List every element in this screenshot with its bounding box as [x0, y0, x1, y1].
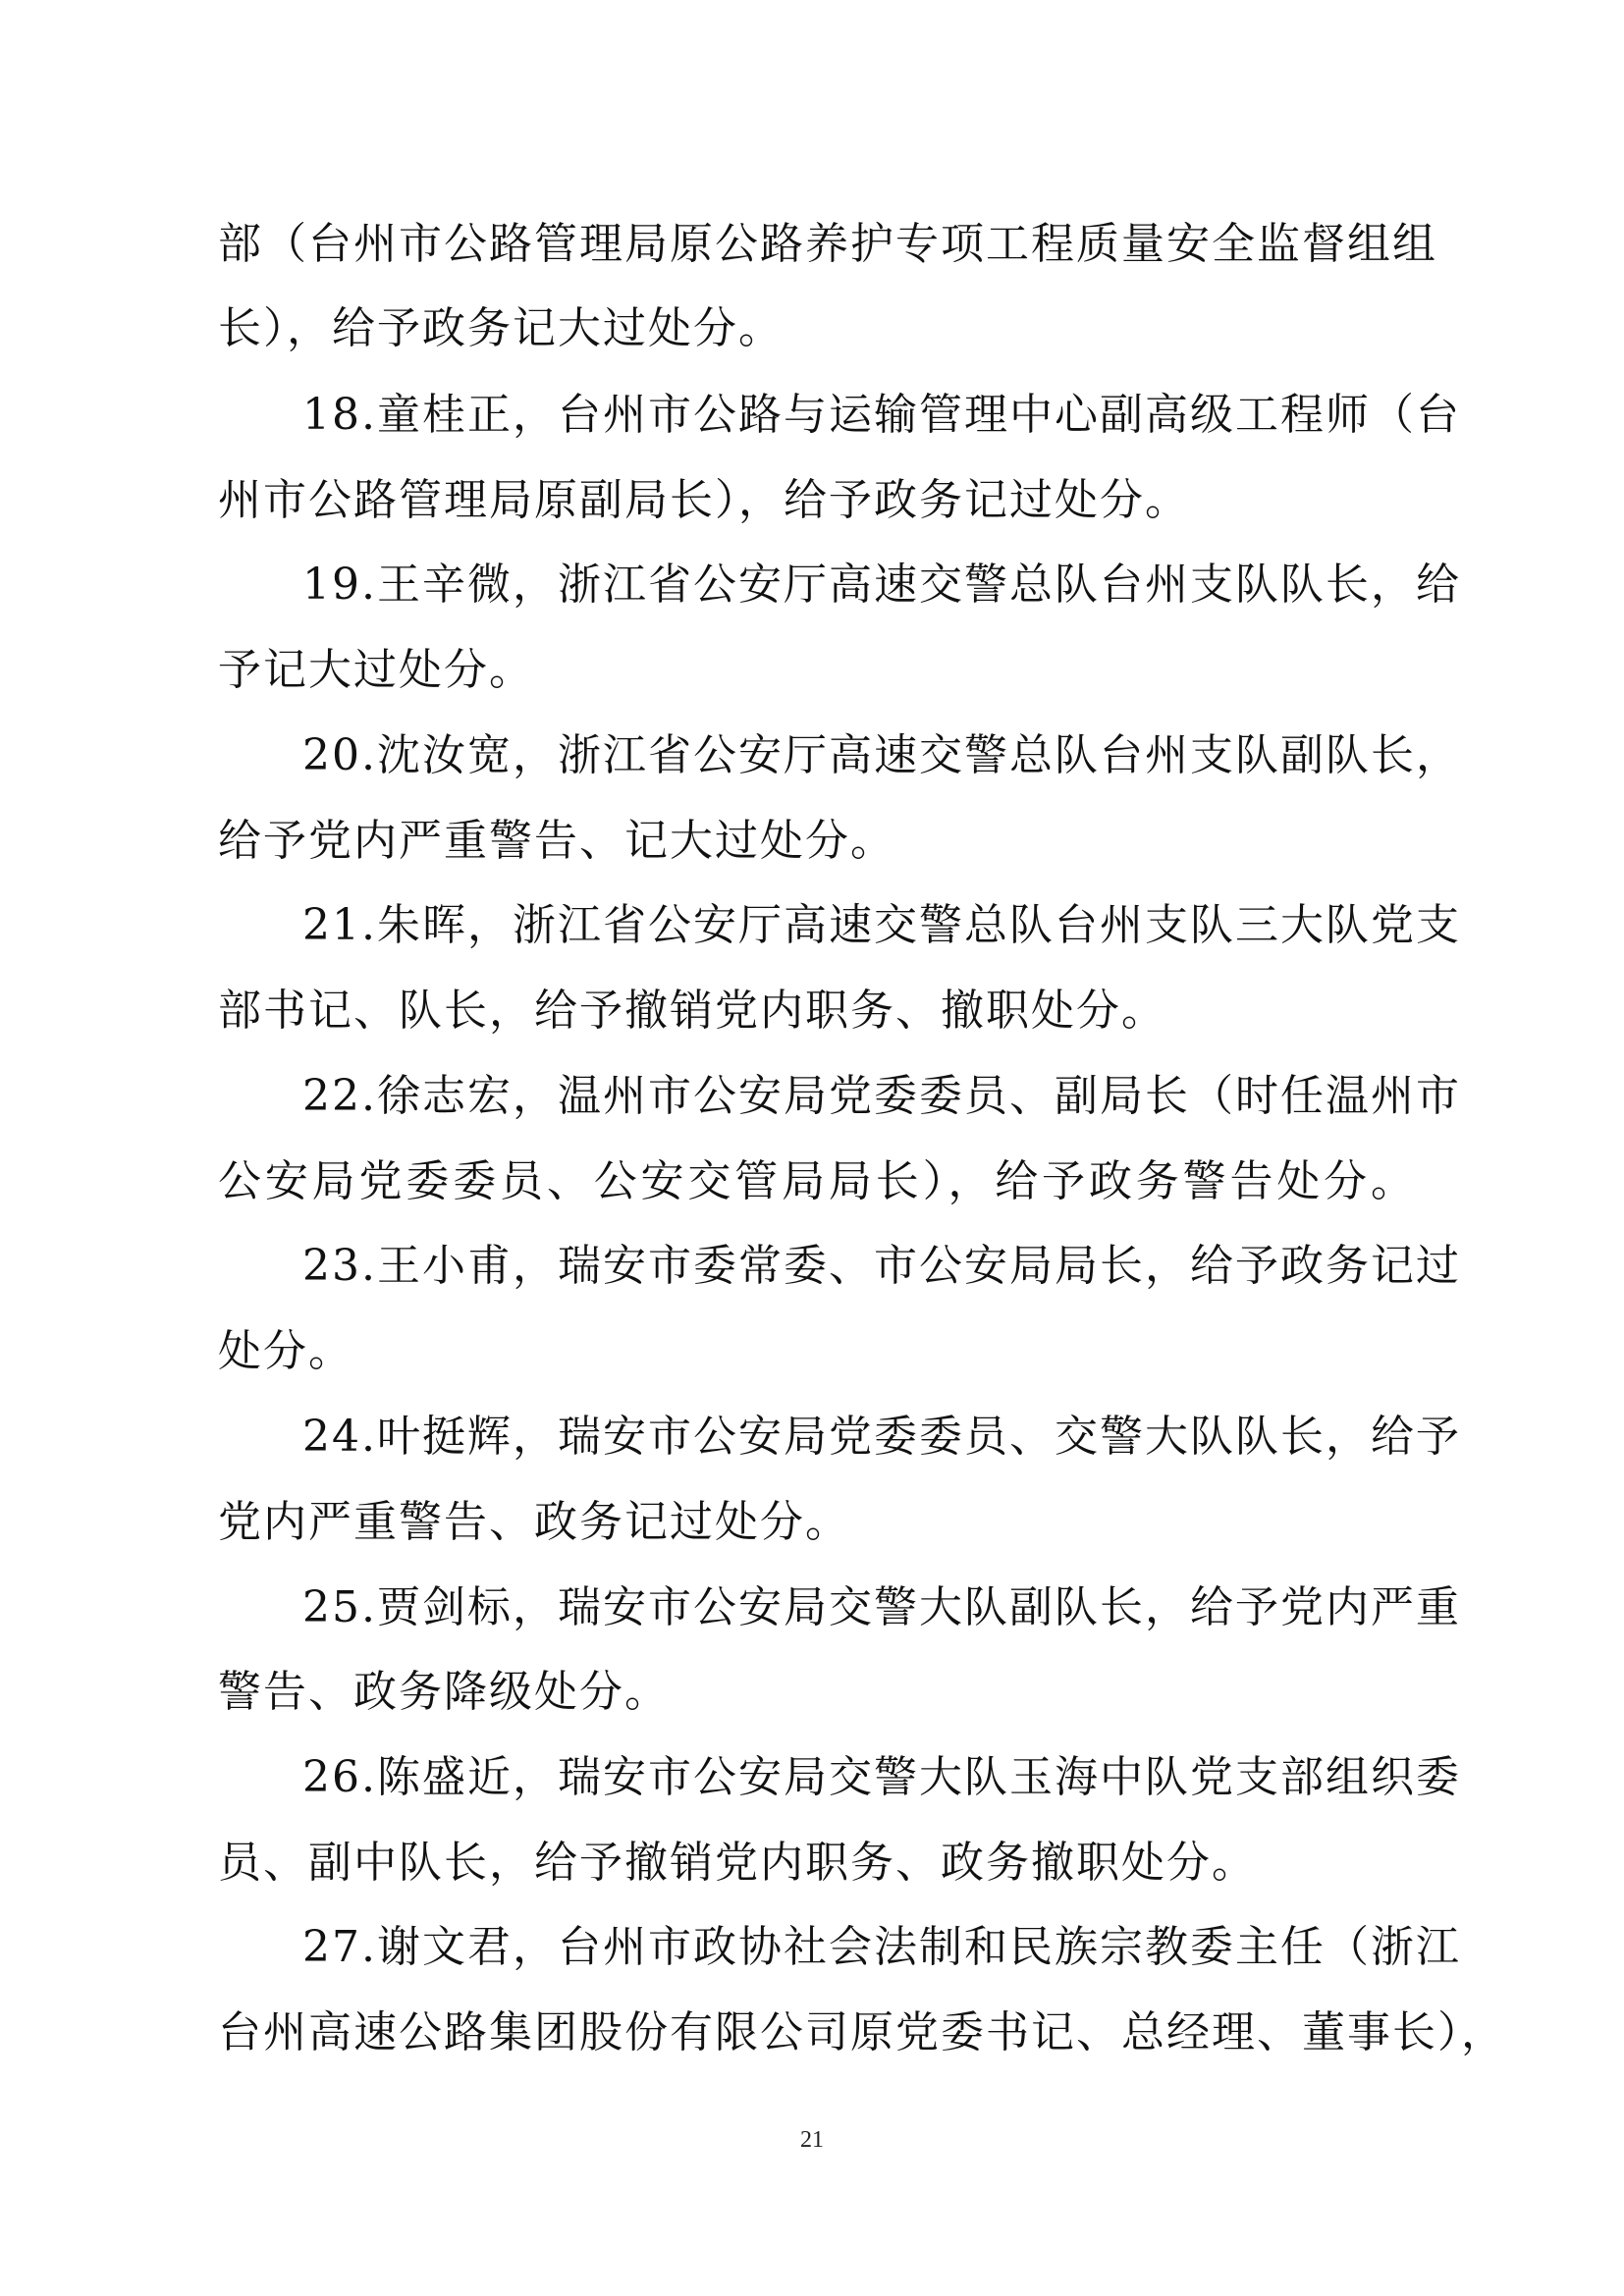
- text-line: 22.徐志宏，温州市公安局党委委员、副局长（时任温州市: [302, 1071, 1461, 1121]
- text-line: 26.陈盛近，瑞安市公安局交警大队玉海中队党支部组织委: [302, 1752, 1461, 1802]
- page-number: 21: [800, 2127, 824, 2153]
- text-line: 21.朱晖，浙江省公安厅高速交警总队台州支队三大队党支: [302, 900, 1461, 950]
- text-line: 台州高速公路集团股份有限公司原党委书记、总经理、董事长），: [218, 2007, 1506, 2057]
- text-line: 20.沈汝宽，浙江省公安厅高速交警总队台州支队副队长，: [302, 730, 1461, 780]
- text-line: 长），给予政务记大过处分。: [218, 303, 784, 353]
- text-line: 23.王小甫，瑞安市委常委、市公安局局长，给予政务记过: [302, 1241, 1461, 1291]
- text-line: 部书记、队长，给予撤销党内职务、撤职处分。: [218, 986, 1166, 1036]
- text-line: 19.王辛微，浙江省公安厅高速交警总队台州支队队长，给: [302, 560, 1461, 610]
- text-line: 部（台州市公路管理局原公路养护专项工程质量安全监督组组: [218, 219, 1437, 269]
- text-line: 员、副中队长，给予撤销党内职务、政务撤职处分。: [218, 1838, 1257, 1888]
- text-line: 18.童桂正，台州市公路与运输管理中心副高级工程师（台: [302, 390, 1461, 440]
- text-line: 27.谢文君，台州市政协社会法制和民族宗教委主任（浙江: [302, 1922, 1461, 1972]
- text-line: 25.贾剑标，瑞安市公安局交警大队副队长，给予党内严重: [302, 1582, 1461, 1632]
- text-line: 公安局党委委员、公安交管局局长），给予政务警告处分。: [218, 1156, 1416, 1206]
- text-line: 予记大过处分。: [218, 645, 534, 695]
- text-line: 24.叶挺辉，瑞安市公安局党委委员、交警大队队长，给予: [302, 1412, 1461, 1462]
- text-line: 党内严重警告、政务记过处分。: [218, 1497, 850, 1547]
- text-line: 处分。: [218, 1326, 353, 1376]
- text-line: 给予党内严重警告、记大过处分。: [218, 816, 895, 866]
- text-line: 警告、政务降级处分。: [218, 1667, 670, 1717]
- text-line: 州市公路管理局原副局长），给予政务记过处分。: [218, 475, 1190, 525]
